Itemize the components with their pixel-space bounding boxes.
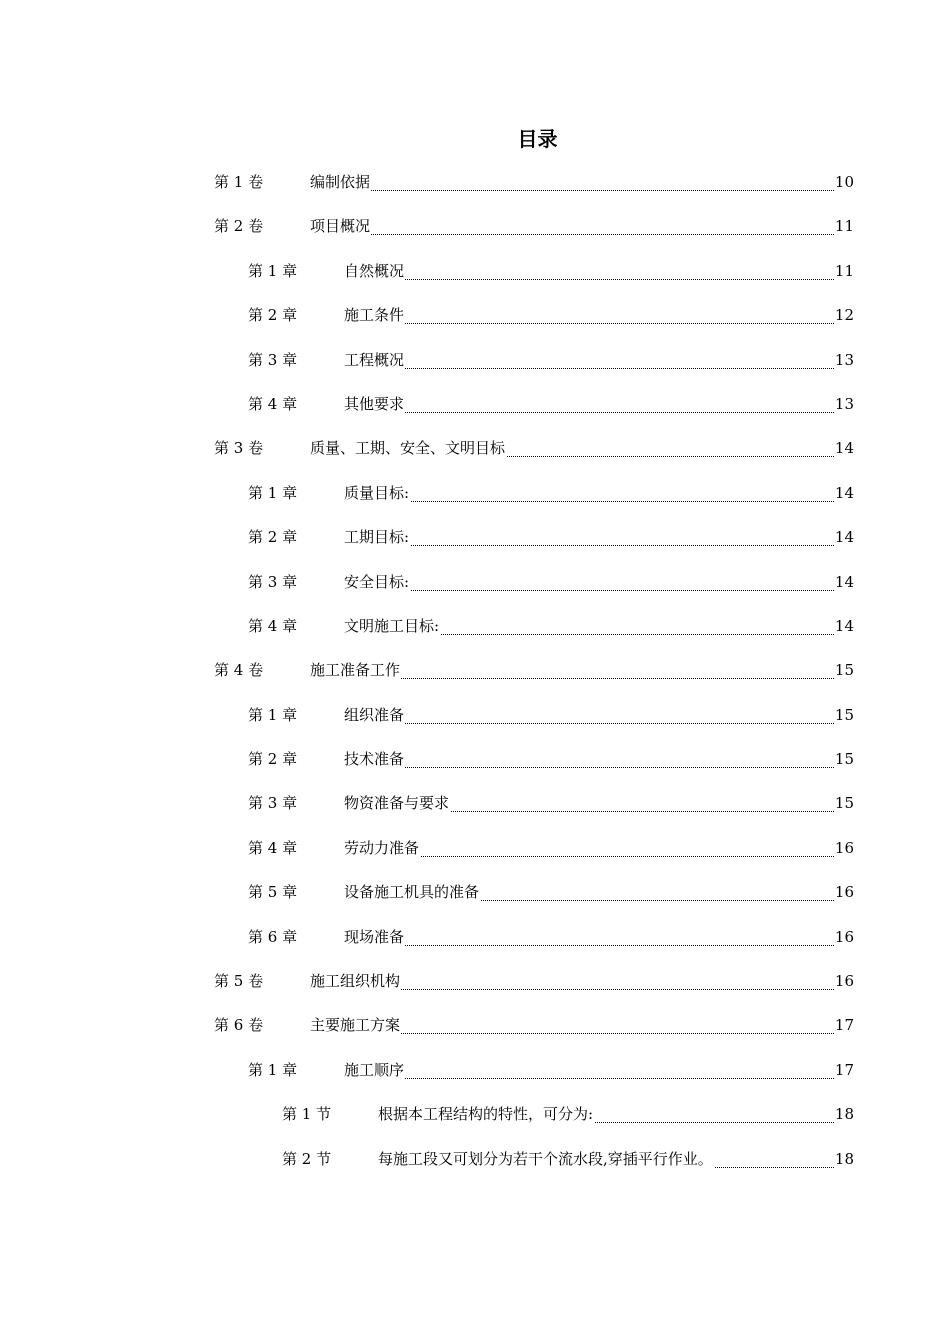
toc-title: 目录 <box>517 127 558 151</box>
toc-entry-page: 16 <box>834 883 854 902</box>
toc-entry-page: 14 <box>834 616 854 635</box>
toc-entry[interactable] <box>0 568 950 612</box>
toc-entry[interactable] <box>0 1056 950 1100</box>
dot-leader <box>344 527 836 546</box>
toc-entry-number: 第 1 章 <box>248 1060 298 1079</box>
dot-leader <box>310 216 836 235</box>
toc-entry-title: 施工准备工作 <box>310 661 401 680</box>
toc-entry-title: 设备施工机具的准备 <box>344 883 480 902</box>
toc-entry-title: 施工条件 <box>344 306 405 325</box>
toc-entry-number: 第 4 章 <box>248 616 298 635</box>
toc-entry[interactable] <box>0 479 950 523</box>
toc-entry-title: 项目概况 <box>310 217 371 236</box>
toc-entry-title: 劳动力准备 <box>344 838 420 857</box>
toc-entry[interactable] <box>0 612 950 656</box>
toc-entry-title: 物资准备与要求 <box>344 794 450 813</box>
toc-entry-page: 14 <box>834 483 854 502</box>
toc-entry-number: 第 1 节 <box>282 1105 332 1124</box>
toc-entry-title: 每施工段又可划分为若干个流水段,穿插平行作业。 <box>378 1149 713 1168</box>
toc-entry-title: 编制依据 <box>310 173 371 191</box>
toc-entry-title: 安全目标: <box>344 572 410 591</box>
toc-entry-page: 15 <box>834 794 854 813</box>
toc-entry-title: 现场准备 <box>344 927 405 946</box>
toc-entry[interactable] <box>0 1145 950 1189</box>
toc-entry[interactable] <box>0 834 950 878</box>
toc-entry[interactable] <box>0 789 950 833</box>
toc-entry-title: 质量、工期、安全、文明目标 <box>310 439 506 458</box>
toc-entry-page: 13 <box>834 350 854 369</box>
toc-entry[interactable] <box>0 745 950 789</box>
toc-entry[interactable] <box>0 1100 950 1144</box>
toc-entry-number: 第 3 章 <box>248 794 298 813</box>
toc-entry-number: 第 1 章 <box>248 261 298 280</box>
toc-entry-page: 16 <box>834 838 854 857</box>
toc-entry-number: 第 2 章 <box>248 750 298 769</box>
toc-entry-title: 质量目标: <box>344 483 410 502</box>
toc-entry-number: 第 1 卷 <box>214 173 264 191</box>
toc-entry-number: 第 6 章 <box>248 927 298 946</box>
toc-entry-title: 主要施工方案 <box>310 1016 401 1035</box>
toc-entry[interactable] <box>0 301 950 345</box>
toc-entry-number: 第 4 卷 <box>214 661 264 680</box>
toc-entry[interactable] <box>0 878 950 922</box>
toc-entry-number: 第 5 章 <box>248 883 298 902</box>
toc-entry-page: 18 <box>834 1105 854 1124</box>
toc-entry-title: 施工顺序 <box>344 1060 405 1079</box>
toc-entry-page: 11 <box>834 217 854 236</box>
toc-entry[interactable] <box>0 390 950 434</box>
toc-entry-number: 第 1 章 <box>248 483 298 502</box>
toc-entry[interactable] <box>0 523 950 567</box>
toc-entry[interactable] <box>0 168 950 212</box>
toc-entry-number: 第 3 章 <box>248 572 298 591</box>
toc-entry-title: 施工组织机构 <box>310 972 401 991</box>
toc-entry-number: 第 3 卷 <box>214 439 264 458</box>
toc-entry-title: 文明施工目标: <box>344 616 440 635</box>
toc-entry-number: 第 4 章 <box>248 394 298 413</box>
toc-entry-number: 第 4 章 <box>248 838 298 857</box>
toc-entry-number: 第 2 章 <box>248 306 298 325</box>
toc-entry-number: 第 1 章 <box>248 705 298 724</box>
toc-entry-number: 第 2 卷 <box>214 217 264 236</box>
toc-entry-page: 17 <box>834 1016 854 1035</box>
toc-entry-title: 根据本工程结构的特性，可分为: <box>378 1105 594 1124</box>
toc-entry-page: 11 <box>834 261 854 280</box>
toc-entry[interactable] <box>0 434 950 478</box>
dot-leader <box>344 749 836 768</box>
toc-entry-title: 自然概况 <box>344 261 405 280</box>
toc-entry-page: 15 <box>834 661 854 680</box>
toc-entry-title: 工期目标: <box>344 528 410 547</box>
dot-leader <box>344 305 836 324</box>
toc-entry-title: 技术准备 <box>344 750 405 769</box>
toc-entry-page: 14 <box>834 528 854 547</box>
toc-entry-number: 第 3 章 <box>248 350 298 369</box>
toc-entry[interactable] <box>0 346 950 390</box>
toc-entry[interactable] <box>0 967 950 1011</box>
toc-entry-page: 12 <box>834 306 854 325</box>
toc-entry-number: 第 2 章 <box>248 528 298 547</box>
toc-entry[interactable] <box>0 257 950 301</box>
toc-entry[interactable] <box>0 923 950 967</box>
dot-leader <box>344 705 836 724</box>
toc-entry[interactable] <box>0 212 950 256</box>
dot-leader <box>344 927 836 946</box>
toc-entry-number: 第 2 节 <box>282 1149 332 1168</box>
toc-entry-page: 17 <box>834 1060 854 1079</box>
toc-entry-page: 18 <box>834 1149 854 1168</box>
toc-entry-page: 14 <box>834 572 854 591</box>
dot-leader <box>344 350 836 369</box>
dot-leader <box>344 261 836 280</box>
toc-entry-number: 第 6 卷 <box>214 1016 264 1035</box>
dot-leader <box>344 572 836 591</box>
toc-entry[interactable] <box>0 1011 950 1055</box>
table-of-contents <box>0 168 950 1189</box>
toc-entry-page: 16 <box>834 972 854 991</box>
toc-entry-page: 16 <box>834 927 854 946</box>
dot-leader <box>344 483 836 502</box>
toc-entry-number: 第 5 卷 <box>214 972 264 991</box>
toc-entry[interactable] <box>0 701 950 745</box>
dot-leader <box>344 1060 836 1079</box>
toc-entry-title: 组织准备 <box>344 705 405 724</box>
toc-entry-page: 15 <box>834 750 854 769</box>
toc-entry-page: 15 <box>834 705 854 724</box>
toc-entry-title: 工程概况 <box>344 350 405 369</box>
toc-entry-page: 13 <box>834 394 854 413</box>
toc-entry-title: 其他要求 <box>344 394 405 413</box>
dot-leader <box>310 172 836 191</box>
dot-leader <box>344 394 836 413</box>
toc-entry-page: 10 <box>834 173 854 191</box>
toc-entry-page: 14 <box>834 439 854 458</box>
toc-entry[interactable] <box>0 656 950 700</box>
